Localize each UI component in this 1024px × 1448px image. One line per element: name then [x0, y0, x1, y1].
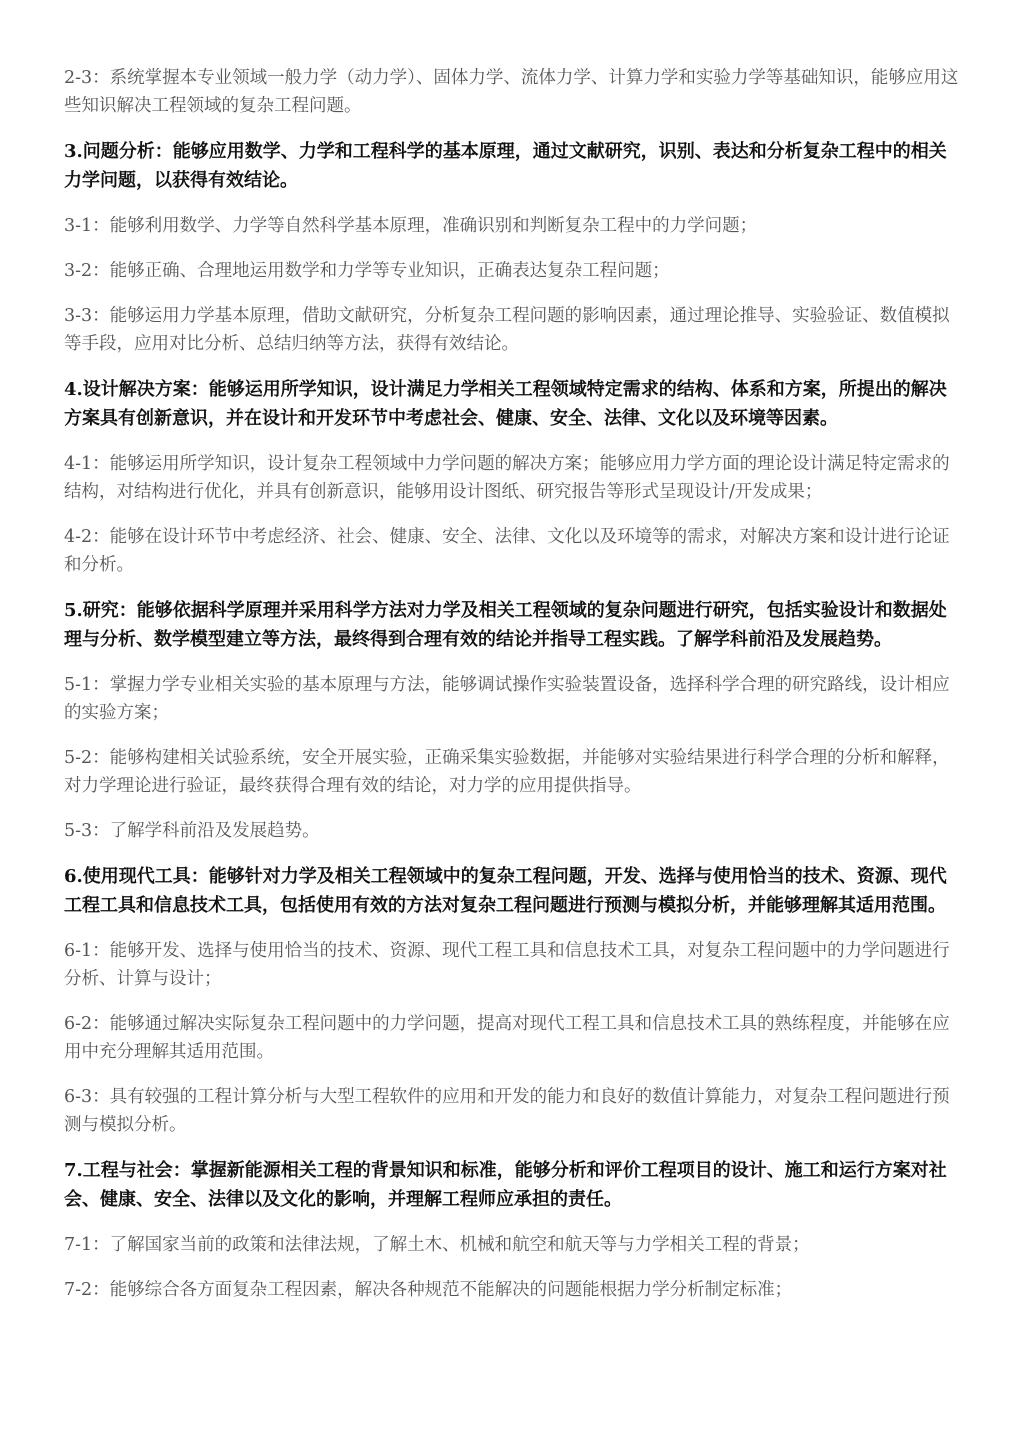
requirement-7-heading: 7.工程与社会：掌握新能源相关工程的背景知识和标准，能够分析和评价工程项目的设计、施工和运行方案对社会、健康、安全、法律以及文化的影响，并理解工程师应承担的责任。 — [64, 1160, 947, 1210]
indicator-5-3: 5-3：了解学科前沿及发展趋势。 — [64, 821, 320, 841]
requirement-4-heading: 4.设计解决方案：能够运用所学知识，设计满足力学相关工程领域特定需求的结构、体系和方案，所提出的解决方案具有创新意识，并在设计和开发环节中考虑社会、健康、安全、法律、文化以及环境等因素。 — [64, 379, 947, 429]
indicator-3-3: 3-3：能够运用力学基本原理，借助文献研究，分析复杂工程问题的影响因素，通过理论推导、实验验证、数值模拟等手段，应用对比分析、总结归纳等方法，获得有效结论。 — [64, 306, 950, 354]
indicator-2-3: 2-3：系统掌握本专业领域一般力学（动力学）、固体力学、流体力学、计算力学和实验力学等基础知识，能够应用这些知识解决工程领域的复杂工程问题。 — [64, 68, 959, 116]
indicator-3-2: 3-2：能够正确、合理地运用数学和力学等专业知识，正确表达复杂工程问题； — [64, 261, 670, 281]
indicator-6-2: 6-2：能够通过解决实际复杂工程问题中的力学问题，提高对现代工程工具和信息技术工具的熟练程度，并能够在应用中充分理解其适用范围。 — [64, 1014, 950, 1062]
indicator-3-1: 3-1：能够利用数学、力学等自然科学基本原理，准确识别和判断复杂工程中的力学问题； — [64, 216, 758, 236]
requirement-5-heading: 5.研究：能够依据科学原理并采用科学方法对力学及相关工程领域的复杂问题进行研究，包括实验设计和数据处理与分析、数学模型建立等方法，最终得到合理有效的结论并指导工程实践。了解学科前沿及发展趋势。 — [64, 600, 947, 650]
indicator-4-2: 4-2：能够在设计环节中考虑经济、社会、健康、安全、法律、文化以及环境等的需求，对解决方案和设计进行论证和分析。 — [64, 527, 950, 575]
requirement-6-heading: 6.使用现代工具：能够针对力学及相关工程领域中的复杂工程问题，开发、选择与使用恰当的技术、资源、现代工程工具和信息技术工具，包括使用有效的方法对复杂工程问题进行预测与模拟分析，并能够理解其适用范围。 — [64, 866, 947, 916]
indicator-4-1: 4-1：能够运用所学知识，设计复杂工程领域中力学问题的解决方案；能够应用力学方面的理论设计满足特定需求的结构，对结构进行优化，并具有创新意识，能够用设计图纸、研究报告等形式呈现设计/开发成果； — [64, 454, 950, 502]
requirement-3-heading: 3.问题分析：能够应用数学、力学和工程科学的基本原理，通过文献研究，识别、表达和分析复杂工程中的相关力学问题，以获得有效结论。 — [64, 141, 947, 191]
indicator-6-1: 6-1：能够开发、选择与使用恰当的技术、资源、现代工程工具和信息技术工具，对复杂工程问题中的力学问题进行分析、计算与设计； — [64, 941, 950, 989]
indicator-7-1: 7-1：了解国家当前的政策和法律法规，了解土木、机械和航空和航天等与力学相关工程的背景； — [64, 1235, 810, 1255]
indicator-6-3: 6-3：具有较强的工程计算分析与大型工程软件的应用和开发的能力和良好的数值计算能力，对复杂工程问题进行预测与模拟分析。 — [64, 1087, 950, 1135]
indicator-5-2: 5-2：能够构建相关试验系统，安全开展实验，正确采集实验数据，并能够对实验结果进行科学合理的分析和解释，对力学理论进行验证，最终获得合理有效的结论，对力学的应用提供指导。 — [64, 748, 950, 796]
indicator-7-2: 7-2：能够综合各方面复杂工程因素，解决各种规范不能解决的问题能根据力学分析制定标准； — [64, 1280, 793, 1300]
indicator-5-1: 5-1：掌握力学专业相关实验的基本原理与方法，能够调试操作实验装置设备，选择科学合理的研究路线，设计相应的实验方案； — [64, 675, 950, 723]
